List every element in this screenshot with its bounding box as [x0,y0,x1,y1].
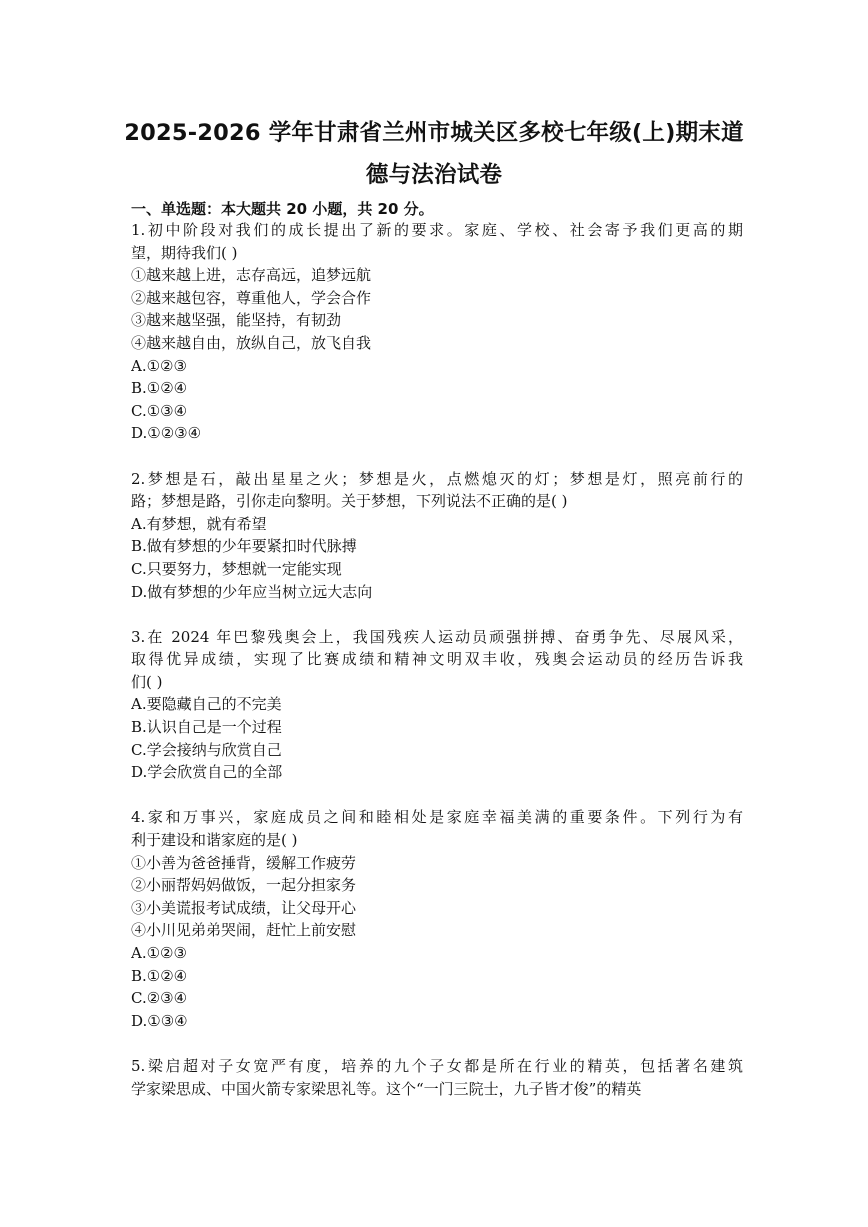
question-5 [131,1055,743,1100]
statement-item: ②小丽帮妈妈做饭，一起分担家务 [131,876,357,895]
statement-item: ①越来越上进，志存高远，追梦远航 [131,266,372,285]
question-2 [131,468,743,604]
statement-item: ③小美谎报考试成绩，让父母开心 [131,898,357,917]
answer-option: B.①②④ [131,966,188,985]
question-1 [131,219,743,445]
question-spacer [131,784,743,807]
answer-option: B.做有梦想的少年要紧扣时代脉搏 [131,537,357,556]
question-spacer [131,1032,743,1055]
answer-option: C.②③④ [131,989,188,1008]
answer-option: C.只要努力，梦想就一定能实现 [131,559,342,578]
statement-item: ④小川见弟弟哭闹，赶忙上前安慰 [131,921,357,940]
answer-option: D.①③④ [131,1011,188,1030]
answer-option: D.学会欣赏自己的全部 [131,763,283,782]
question-spacer [131,445,743,468]
question-stem-line: 们( ) [131,672,163,691]
section-heading: 一、单选题：本大题共 20 小题，共 20 分。 [131,200,434,218]
question-stem-line: 望，期待我们( ) [131,243,238,262]
statement-item: ④越来越自由，放纵自己，放飞自我 [131,333,372,352]
exam-title-line-1: 2025-2026 学年甘肃省兰州市城关区多校七年级(上)期末道 [124,120,744,146]
answer-option: A.要隐藏自己的不完美 [131,695,282,714]
exam-title-line-2: 德与法治试卷 [365,162,503,188]
answer-option: D.①②③④ [131,424,202,443]
answer-option: B.认识自己是一个过程 [131,718,282,737]
answer-option: C.①③④ [131,401,188,420]
answer-option: B.①②④ [131,379,188,398]
question-stem-line: 利于建设和谐家庭的是( ) [131,831,298,850]
answer-option: A.①②③ [131,944,187,962]
answer-option: C.学会接纳与欣赏自己 [131,740,282,759]
question-stem-line: 2.梦想是石，敲出星星之火；梦想是火，点燃熄灭的灯；梦想是灯，照亮前行的 [131,469,743,488]
answer-option: D.做有梦想的少年应当树立远大志向 [131,582,373,601]
question-stem-line: 3.在 2024 年巴黎残奥会上，我国残疾人运动员顽强拼搏、奋勇争先、尽展风采， [131,627,743,646]
question-stem-line: 取得优异成绩，实现了比赛成绩和精神文明双丰收，残奥会运动员的经历告诉我 [131,650,743,669]
question-stem-line: 4.家和万事兴，家庭成员之间和睦相处是家庭幸福美满的重要条件。下列行为有 [131,808,743,827]
question-3 [131,626,743,784]
question-spacer [131,603,743,626]
exam-title [120,112,748,196]
statement-item: ①小善为爸爸捶背，缓解工作疲劳 [131,853,357,872]
statement-item: ②越来越包容，尊重他人，学会合作 [131,288,372,307]
statement-item: ③越来越坚强，能坚持，有韧劲 [131,311,342,330]
question-stem-line: 学家梁思成、中国火箭专家梁思礼等。这个“一门三院士，九子皆才俊”的精英 [131,1079,642,1098]
question-4 [131,806,743,1032]
question-stem-line: 1.初中阶段对我们的成长提出了新的要求。家庭、学校、社会寄予我们更高的期 [131,221,743,239]
question-stem-line: 5.梁启超对子女宽严有度，培养的九个子女都是所在行业的精英，包括著名建筑 [131,1056,743,1075]
question-list [131,219,743,1100]
answer-option: A.有梦想，就有希望 [131,514,267,533]
answer-option: A.①②③ [131,356,187,375]
question-stem-line: 路；梦想是路，引你走向黎明。关于梦想，下列说法不正确的是( ) [131,492,568,511]
